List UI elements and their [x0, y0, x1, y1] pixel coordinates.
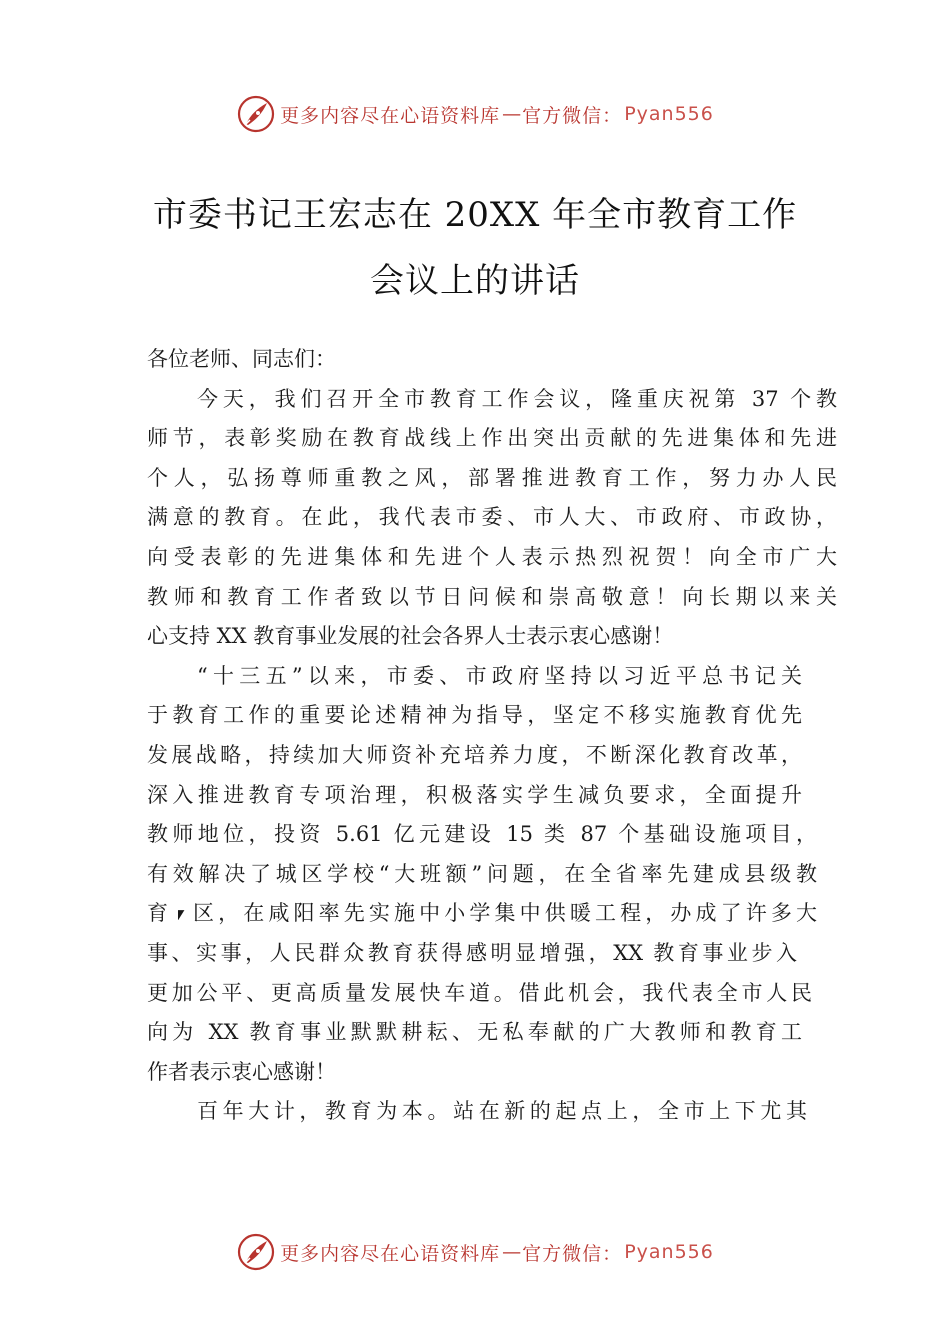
body-line: 作者表示衷心感谢！ — [147, 1059, 336, 1084]
body-line: 师节，表彰奖励在教育战线上作出突出贡献的先进集体和先进 — [147, 426, 837, 451]
body-line: 发展战略，持续加大师资补充培养力度，不断深化教育改革， — [147, 742, 802, 767]
body-line: 个人，弘扬尊师重教之风，部署推进教育工作，努力办人民 — [147, 465, 837, 490]
document-title-line-1: 市委书记王宏志在 20XX 年全市教育工作 — [152, 195, 798, 235]
body-line: 教师和教育工作者致以节日问候和崇高敬意！向长期以来关 — [147, 584, 837, 609]
body-line: 有效解决了城区学校“大班额”问题，在全省率先建成县级教 — [147, 861, 817, 886]
body-line: 事、实事，人民群众教育获得感明显增强，XX 教育事业步入 — [147, 940, 797, 965]
watermark-wechat-id: Pyan556 — [624, 1241, 714, 1263]
body-line: 百年大计，教育为本。站在新的起点上，全市上下尤其 — [197, 1099, 807, 1124]
body-line: 心支持 XX 教育事业发展的社会各界人士表示衷心感谢！ — [147, 624, 674, 649]
body-line: 深入推进教育专项治理，积极落实学生减负要求，全面提升 — [147, 782, 802, 807]
document-body — [147, 340, 837, 1132]
body-line: 今天，我们召开全市教育工作会议，隆重庆祝第 37 个教 — [197, 386, 837, 411]
watermark-text: 更多内容尽在心语资料库 — [280, 1242, 501, 1265]
document-title-line-2: 会议上的讲话 — [370, 261, 580, 301]
body-line: 满意的教育。在此，我代表市委、市人大、市政府、市政协， — [147, 505, 837, 530]
watermark-wechat-label: 官方微信： — [522, 1242, 623, 1265]
watermark-separator: — — [502, 1241, 523, 1263]
body-line: 向为 XX 教育事业默默耕耘、无私奉献的广大教师和教育工 — [147, 1020, 802, 1045]
body-line: 育⎖区，在咸阳率先实施中小学集中供暖工程，办成了许多大 — [147, 901, 817, 926]
pen-nib-logo-icon — [236, 1232, 276, 1272]
pen-nib-logo-icon — [236, 94, 276, 134]
watermark-wechat-id: Pyan556 — [624, 103, 714, 125]
header-watermark — [0, 92, 950, 136]
watermark-text: 更多内容尽在心语资料库 — [280, 104, 501, 127]
watermark-separator: — — [502, 103, 523, 125]
footer-watermark — [0, 1230, 950, 1274]
body-line: “十三五”以来，市委、市政府坚持以习近平总书记关 — [197, 663, 802, 688]
watermark-wechat-label: 官方微信： — [522, 104, 623, 127]
salutation: 各位老师、同志们： — [147, 347, 336, 371]
body-line: 向受表彰的先进集体和先进个人表示热烈祝贺！向全市广大 — [147, 544, 837, 569]
body-line: 于教育工作的重要论述精神为指导，坚定不移实施教育优先 — [147, 703, 802, 728]
body-line: 更加公平、更高质量发展快车道。借此机会，我代表全市人民 — [147, 980, 812, 1005]
body-line: 教师地位，投资 5.61 亿元建设 15 类 87 个基础设施项目， — [147, 822, 817, 847]
